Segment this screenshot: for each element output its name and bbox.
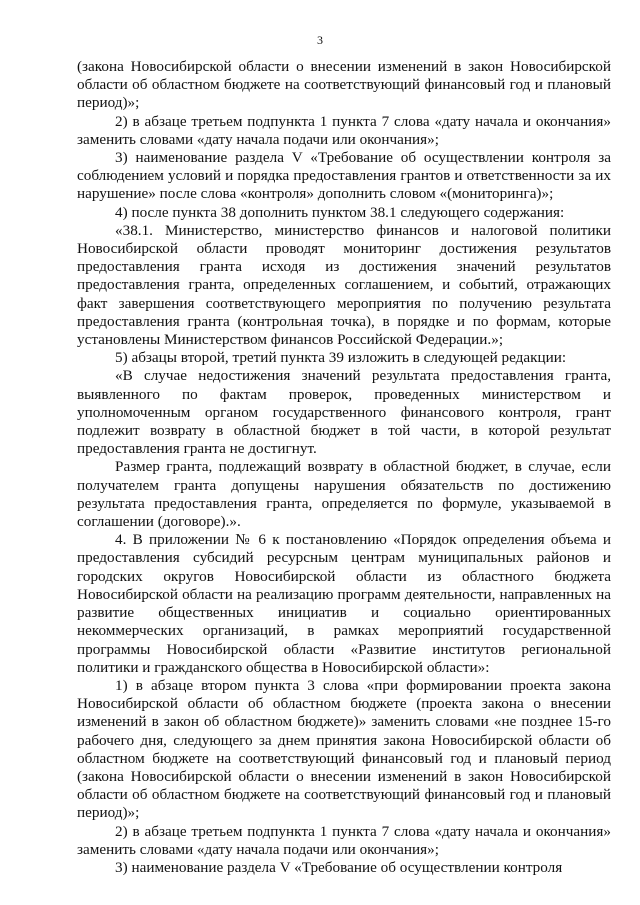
- paragraph-section-4-item-3: 3) наименование раздела V «Требование об осуществлении контроля: [115, 858, 563, 876]
- paragraph-section-4: 4. В приложении № 6 к постановлению «Порядок определения объема и предоставления субсидий ресурсным центрам муниципальных районов и городских округов Новосибирской области из областного бюджета Новосибирской области на реализацию программ деятельности, направленных на развитие общественных инициатив и социально ориентированных некоммерческих организаций, в рамках мероприятий государственной программы Новосибирской области «Развитие институтов региональной политики и гражданского общества в Новосибирской области»:: [77, 531, 611, 676]
- paragraph-item-4: 4) после пункта 38 дополнить пунктом 38.1 следующего содержания:: [115, 203, 565, 221]
- paragraph-section-4-item-1: 1) в абзаце втором пункта 3 слова «при формировании проекта закона Новосибирской области об областном бюджете (проекта закона о внесении изменений в закон об областном бюджете)» заменить словами «не позднее 15-го рабочего дня, следующего за днем принятия закона Новосибирской области об областном бюджете на соответствующий финансовый год и плановый период (закона Новосибирской области о внесении изменений в закон Новосибирской области об областном бюджете на соответствующий финансовый год и плановый период)»;: [77, 676, 611, 822]
- paragraph-item-5: 5) абзацы второй, третий пункта 39 изложить в следующей редакции:: [115, 349, 567, 367]
- page-number: 3: [317, 33, 323, 47]
- paragraph-continuation: (закона Новосибирской области о внесении изменений в закон Новосибирской области об областном бюджете на соответствующий финансовый год и плановый период)»;: [77, 58, 611, 112]
- paragraph-section-4-item-2: 2) в абзаце третьем подпункта 1 пункта 7 слова «дату начала и окончания» заменить словами «дату начала подачи или окончания»;: [77, 822, 611, 858]
- document-body: [77, 58, 611, 877]
- paragraph-quote-39-b: Размер гранта, подлежащий возврату в областной бюджет, в случае, если получателем гранта допущены нарушения обязательств по достижению результата предоставления гранта, определяется по формуле, указываемой в соглашении (договоре).».: [77, 458, 611, 531]
- paragraph-quote-38-1: «38.1. Министерство, министерство финансов и налоговой политики Новосибирской области проводят мониторинг достижения результатов предоставления гранта исходя из достижения значений результатов предоставления гранта, определенных соглашением, и событий, отражающих факт завершения соответствующего мероприятия по получению результата предоставления гранта (контрольная точка), в порядке и по формам, которые установлены Министерством финансов Российской Федерации.»;: [77, 221, 611, 349]
- paragraph-quote-39-a: «В случае недостижения значений результата предоставления гранта, выявленного по фактам проверок, проведенных министерством и уполномоченным органом государственного финансового контроля, грант подлежит возврату в областной бюджет в той части, в которой результат предоставления гранта не достигнут.: [77, 367, 611, 458]
- paragraph-item-3: 3) наименование раздела V «Требование об осуществлении контроля за соблюдением условий и порядка предоставления грантов и ответственности за их нарушение» после слова «контроля» дополнить словом «(мониторинга)»;: [77, 149, 611, 203]
- paragraph-item-2: 2) в абзаце третьем подпункта 1 пункта 7 слова «дату начала и окончания» заменить словами «дату начала подачи или окончания»;: [77, 112, 611, 148]
